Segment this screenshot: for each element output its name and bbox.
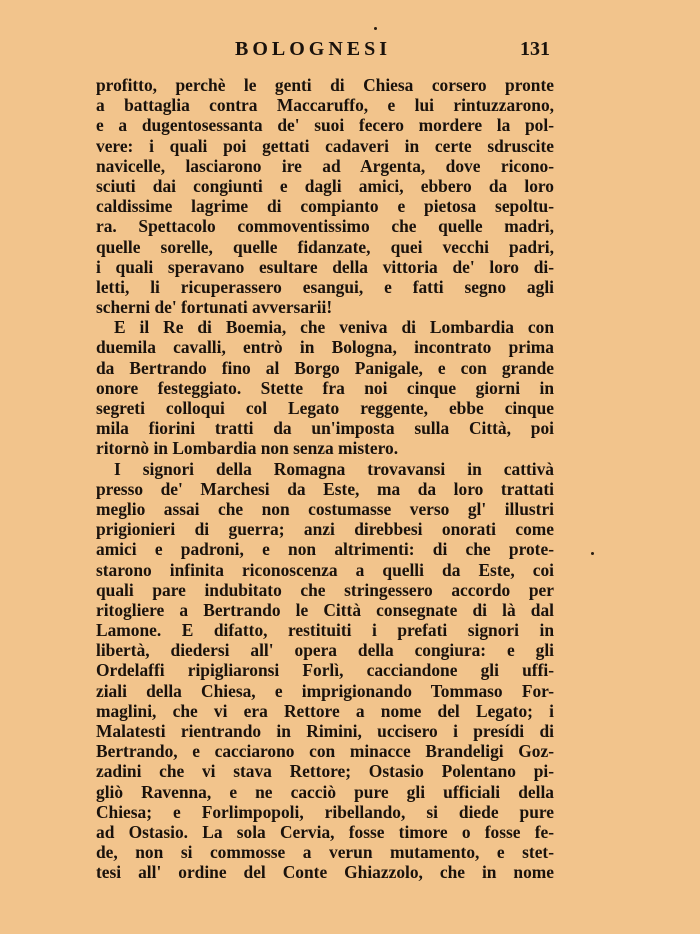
text-line: ziali della Chiesa, e imprigionando Tommaso For-: [96, 680, 554, 701]
text-line: profitto, perchè le genti di Chiesa corsero pronte: [96, 75, 554, 95]
text-line: scherni de' fortunati avversarii!: [96, 297, 333, 318]
text-line: presso de' Marchesi da Este, ma da loro trattati: [96, 478, 554, 499]
text-line: zadini che vi stava Rettore; Ostasio Polentano pi-: [96, 761, 554, 782]
text-line: a battaglia contra Maccaruffo, e lui rintuzzarono,: [96, 95, 554, 116]
text-line: e a dugentosessanta de' suoi fecero mordere la pol-: [96, 115, 554, 136]
text-line: segreti colloqui col Legato reggente, ebbe cinque: [96, 398, 554, 418]
text-line: onore festeggiato. Stette fra noi cinque giorni in: [96, 377, 554, 398]
body-text: [96, 75, 554, 883]
text-line: Lamone. E difatto, restituiti i prefati signori in: [96, 620, 554, 641]
text-line: I signori della Romagna trovavansi in cattivà: [114, 458, 554, 479]
page-header: [95, 38, 550, 68]
text-line: prigionieri di guerra; anzi direbbesi onorati come: [96, 519, 554, 540]
text-line: Ordelaffi ripigliaronsi Forlì, cacciandone gli uffi-: [96, 660, 554, 681]
page-number: 131: [520, 38, 550, 60]
text-line: Bertrando, e cacciarono con minacce Brandeligi Goz-: [96, 741, 554, 762]
text-line: ritornò in Lombardia non senza mistero.: [96, 438, 399, 459]
text-line: maglini, che vi era Rettore a nome del Legato; i: [96, 700, 554, 721]
text-line: ad Ostasio. La sola Cervia, fosse timore o fosse fe-: [96, 821, 554, 842]
text-line: Chiesa; e Forlimpopoli, ribellando, si diede pure: [96, 801, 554, 822]
text-line: ra. Spettacolo commoventissimo che quelle madri,: [96, 216, 554, 237]
text-line: E il Re di Boemia, che veniva di Lombardia con: [114, 317, 554, 338]
text-line: meglio assai che non costumasse verso gl' illustri: [96, 498, 554, 519]
text-line: da Bertrando fino al Borgo Panigale, e con grande: [96, 357, 554, 378]
text-line: quali pare indubitato che stringessero accordo per: [96, 579, 554, 600]
text-line: i quali speravano esultare della vittoria de' loro di-: [96, 256, 554, 277]
print-speck: [374, 27, 377, 30]
print-speck: [591, 552, 594, 555]
text-line: vere: i quali poi gettati cadaveri in certe sdruscite: [96, 135, 554, 156]
text-line: navicelle, lasciarono ire ad Argenta, dove ricono-: [96, 155, 554, 176]
text-line: gliò Ravenna, e ne cacciò pure gli ufficiali della: [96, 781, 554, 802]
text-line: libertà, diedersi all' opera della congiura: e gli: [96, 640, 554, 661]
text-line: ritogliere a Bertrando le Città consegnate di là dal: [96, 599, 554, 620]
text-line: letti, li ricuperassero esangui, e fatti segno agli: [96, 276, 554, 297]
text-line: starono infinita riconoscenza a quelli da Este, coi: [96, 559, 554, 580]
text-line: de, non si commosse a verun mutamento, e stet-: [96, 842, 554, 863]
running-head: BOLOGNESI: [235, 38, 392, 60]
text-line: duemila cavalli, entrò in Bologna, incontrato prima: [96, 337, 554, 358]
text-line: Malatesti rientrando in Rimini, uccisero i presídi di: [96, 721, 554, 741]
text-line: tesi all' ordine del Conte Ghiazzolo, che in nome: [96, 862, 554, 883]
text-line: quelle sorelle, quelle fidanzate, quei vecchi padri,: [96, 236, 554, 257]
text-line: mila fiorini tratti da un'imposta sulla Città, poi: [96, 418, 554, 439]
text-line: sciuti dai congiunti e dagli amici, ebbero da loro: [96, 175, 554, 196]
text-line: caldissime lagrime di compianto e pietosa sepoltu-: [96, 196, 554, 217]
text-line: amici e padroni, e non altrimenti: di che prote-: [96, 539, 554, 560]
